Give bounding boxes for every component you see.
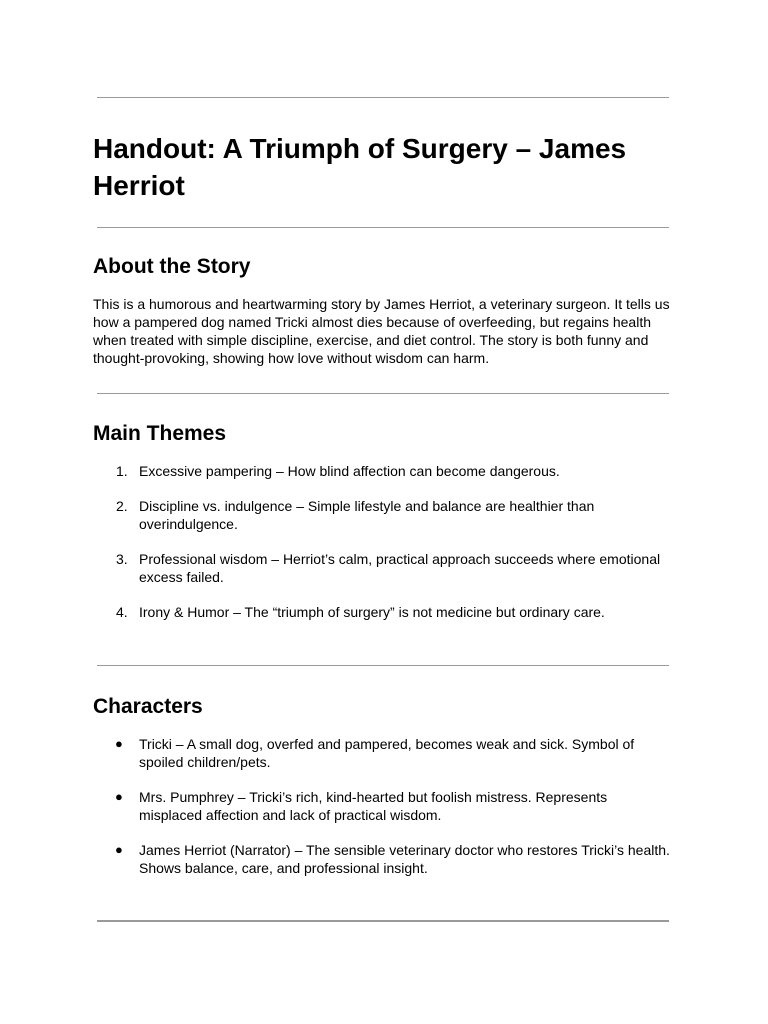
list-item-text: Tricki – A small dog, overfed and pampered, becomes weak and sick. Symbol of spoiled children/pets. [139,736,635,770]
list-item-text: Excessive pampering – How blind affection can become dangerous. [139,463,560,479]
list-item-text: Professional wisdom – Herriot’s calm, practical approach succeeds where emotional excess failed. [139,551,661,585]
list-number: 4. [116,604,128,620]
about-heading: About the Story [93,255,251,278]
bullet-icon: ● [115,842,123,857]
horizontal-divider [97,393,669,394]
bullet-icon: ● [115,789,123,804]
list-item-text: Irony & Humor – The “triumph of surgery” is not medicine but ordinary care. [139,604,605,620]
horizontal-divider [97,920,669,922]
bullet-icon: ● [115,736,123,751]
horizontal-divider [97,665,669,666]
list-number: 1. [116,463,128,479]
list-item-text: Discipline vs. indulgence – Simple lifestyle and balance are healthier than overindulgence. [139,498,595,532]
themes-heading: Main Themes [93,422,227,445]
horizontal-divider [97,97,669,98]
list-number: 3. [116,551,128,567]
list-number: 2. [116,498,128,514]
horizontal-divider [97,227,669,228]
characters-heading: Characters [93,695,203,718]
list-item-text: James Herriot (Narrator) – The sensible veterinary doctor who restores Tricki’s health. Shows balance, care, and professional insight. [139,842,670,876]
list-item-text: Mrs. Pumphrey – Tricki’s rich, kind-hearted but foolish mistress. Represents misplaced affection and lack of practical wisdom. [139,789,608,823]
about-paragraph: This is a humorous and heartwarming story by James Herriot, a veterinary surgeon. It tells us how a pampered dog named Tricki almost dies because of overfeeding, but regains health when treated with simple discipline, exercise, and diet control. The story is both funny and thought-provoking, showing how love without wisdom can harm. [93,296,670,366]
page-title: Handout: A Triumph of Surgery – James Herriot [93,133,627,201]
